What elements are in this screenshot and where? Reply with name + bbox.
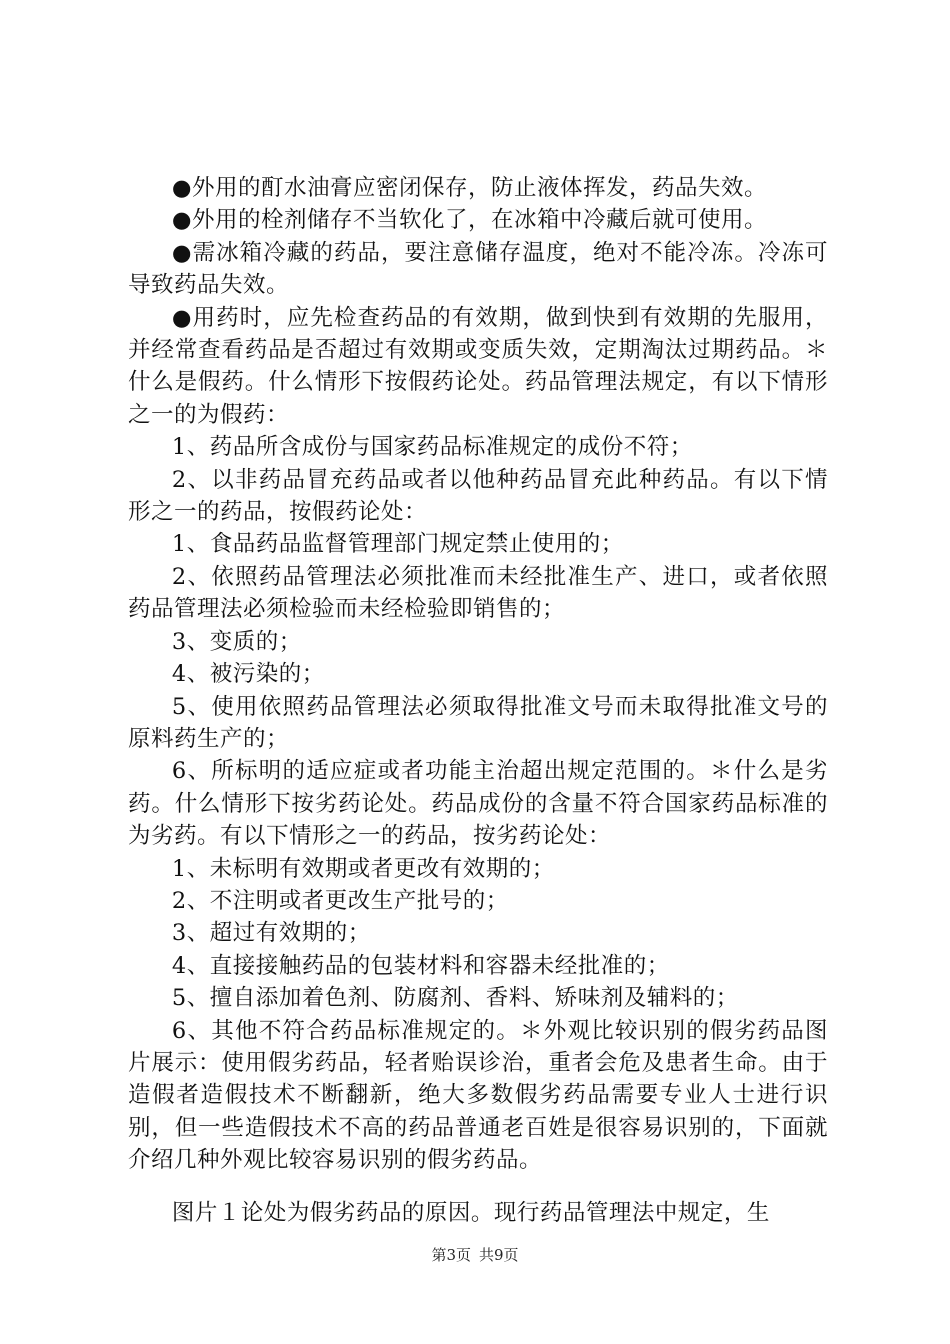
paragraph-16: 4、直接接触药品的包装材料和容器未经批准的； — [171, 952, 670, 979]
paragraph-13: 1、未标明有效期或者更改有效期的； — [171, 855, 555, 882]
page-number: 第3页 — [431, 1246, 471, 1264]
paragraph-18: 6、其他不符合药品标准规定的。＊外观比较识别的假劣药品图片展示：使用假劣药品，轻者贻误诊治，重者会危及患者生命。由于造假者造假技术不断翻新，绝大多数假劣药品需要专业人士进行识别，但一些造假技术不高的药品普通老百姓是很容易识别的，下面就介绍几种外观比较容易识别的假劣药品。 — [128, 1017, 828, 1174]
paragraph-3: ●需冰箱冷藏的药品，要注意储存温度，绝对不能冷冻。冷冻可导致药品失效。 — [128, 239, 828, 299]
paragraph-11: 5、使用依照药品管理法必须取得批准文号而未取得批准文号的原料药生产的； — [128, 693, 828, 752]
paragraph-9: 3、变质的； — [171, 628, 302, 655]
paragraph-17: 5、擅自添加着色剂、防腐剂、香料、矫味剂及辅料的； — [171, 985, 739, 1012]
paragraph-7: 1、食品药品监督管理部门规定禁止使用的； — [171, 531, 624, 558]
document-body — [128, 172, 828, 1229]
paragraph-5: 1、药品所含成份与国家药品标准规定的成份不符； — [171, 434, 693, 461]
paragraph-15: 3、超过有效期的； — [171, 920, 371, 947]
paragraph-10: 4、被污染的； — [171, 661, 325, 688]
page-footer — [0, 1244, 950, 1265]
page-total: 共9页 — [479, 1246, 519, 1264]
paragraph-2: ●外用的栓剂储存不当软化了，在冰箱中冷藏后就可使用。 — [171, 207, 768, 234]
paragraph-12: 6、所标明的适应症或者功能主治超出规定范围的。＊什么是劣药。什么情形下按劣药论处。药品成份的含量不符合国家药品标准的为劣药。有以下情形之一的药品，按劣药论处： — [128, 758, 828, 850]
paragraph-14: 2、不注明或者更改生产批号的； — [171, 887, 509, 914]
paragraph-1: ●外用的酊水油膏应密闭保存，防止液体挥发，药品失效。 — [171, 175, 768, 201]
paragraph-8: 2、依照药品管理法必须批准而未经批准生产、进口，或者依照药品管理法必须检验而未经检验即销售的； — [128, 563, 828, 623]
paragraph-19: 图片１论处为假劣药品的原因。现行药品管理法中规定，生 — [171, 1199, 770, 1226]
paragraph-4: ●用药时，应先检查药品的有效期，做到快到有效期的先服用，并经常查看药品是否超过有效期或变质失效，定期淘汰过期药品。＊什么是假药。什么情形下按假药论处。药品管理法规定，有以下情形之一的为假药： — [128, 304, 828, 428]
paragraph-6: 2、以非药品冒充药品或者以他种药品冒充此种药品。有以下情形之一的药品，按假药论处： — [128, 466, 828, 526]
